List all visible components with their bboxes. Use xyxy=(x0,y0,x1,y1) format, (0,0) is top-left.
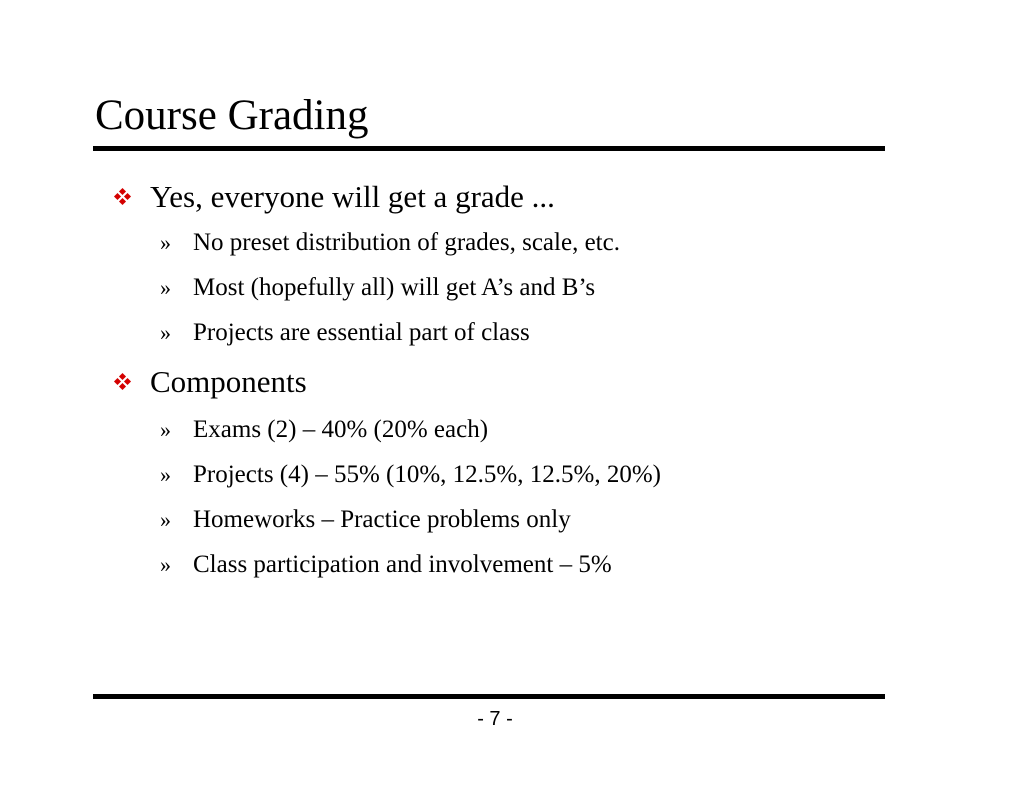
slide-title: Course Grading xyxy=(95,92,369,139)
page-number: - 7 - xyxy=(477,708,513,730)
sub-bullet-text: Class participation and involvement – 5% xyxy=(193,551,612,578)
footer-rule xyxy=(93,694,885,699)
chevron-bullet-icon: » xyxy=(160,417,171,442)
sub-bullet-text: No preset distribution of grades, scale, etc. xyxy=(193,229,620,256)
chevron-bullet-icon: » xyxy=(160,507,171,532)
sub-bullet-item xyxy=(160,317,530,349)
sub-bullet-text: Projects (4) – 55% (10%, 12.5%, 12.5%, 20%) xyxy=(193,461,661,488)
bullet-item xyxy=(112,177,555,217)
chevron-bullet-icon: » xyxy=(160,462,171,487)
title-underline-rule xyxy=(93,146,885,151)
chevron-bullet-icon: » xyxy=(160,230,171,255)
chevron-bullet-icon: » xyxy=(160,275,171,300)
red-diamond-bullet-icon xyxy=(112,186,134,208)
sub-bullet-item xyxy=(160,272,595,304)
bullet-text: Yes, everyone will get a grade ... xyxy=(150,179,555,214)
sub-bullet-item xyxy=(160,549,612,581)
sub-bullet-text: Exams (2) – 40% (20% each) xyxy=(193,416,489,443)
chevron-bullet-icon: » xyxy=(160,320,171,345)
sub-bullet-item xyxy=(160,459,661,491)
bullet-item xyxy=(112,362,307,402)
sub-bullet-text: Projects are essential part of class xyxy=(193,319,530,346)
red-diamond-bullet-icon xyxy=(112,371,134,393)
bullet-text: Components xyxy=(150,364,307,399)
sub-bullet-text: Homeworks – Practice problems only xyxy=(193,506,571,533)
chevron-bullet-icon: » xyxy=(160,552,171,577)
sub-bullet-item xyxy=(160,227,620,259)
sub-bullet-item xyxy=(160,414,488,446)
sub-bullet-item xyxy=(160,504,571,536)
sub-bullet-text: Most (hopefully all) will get A’s and B’s xyxy=(193,274,596,301)
